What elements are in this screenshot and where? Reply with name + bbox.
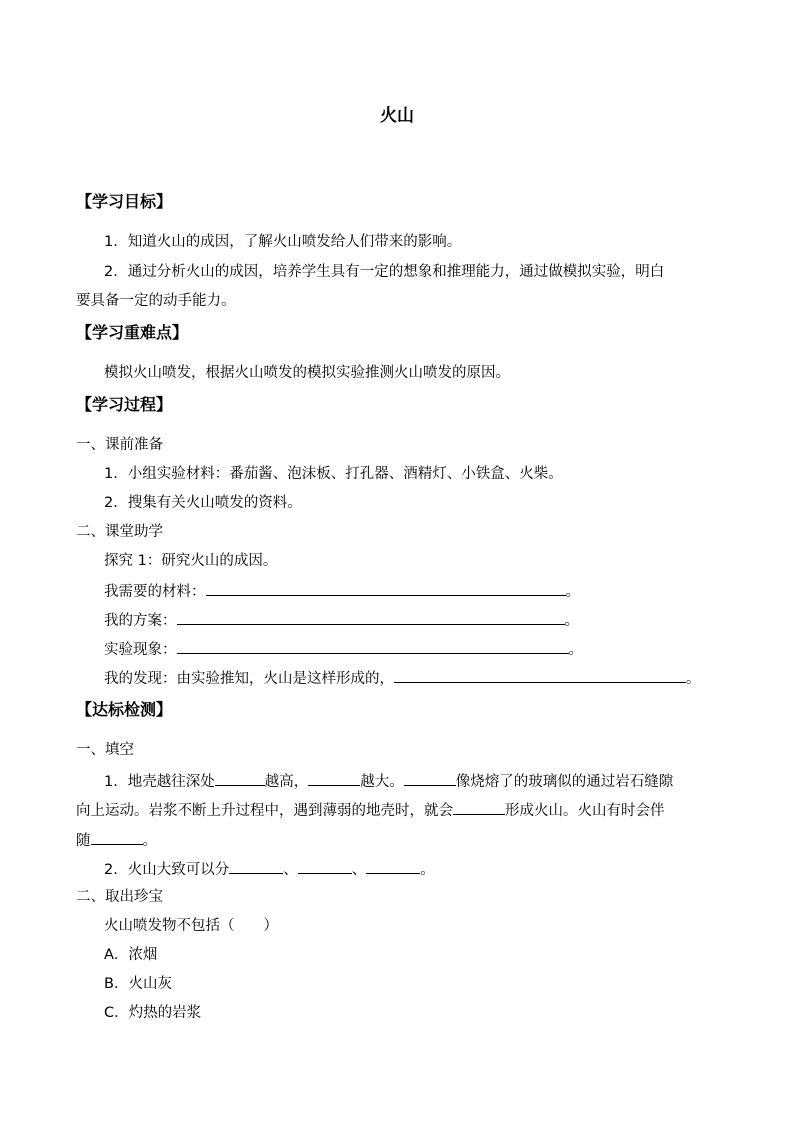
choice-option-a[interactable]: A．浓烟 — [104, 947, 158, 963]
phenomenon-label: 实验现象： — [104, 642, 177, 658]
page-title: 火山 — [380, 106, 414, 126]
q2-blank-1[interactable] — [229, 858, 283, 874]
q1-blank-1[interactable] — [215, 770, 265, 786]
fill-question-2 — [104, 858, 435, 880]
choice-option-b[interactable]: B．火山灰 — [104, 976, 172, 992]
period: 。 — [565, 584, 580, 600]
q1-text-a: 1．地壳越往深处 — [104, 774, 215, 790]
section-heading-key-points: 【学习重难点】 — [76, 323, 189, 342]
section-heading-process: 【学习过程】 — [76, 395, 173, 414]
goal-item-2-line-1: 2．通过分析火山的成因，培养学生具有一定的想象和推理能力，通过做模拟实验，明白 — [104, 264, 665, 280]
section-heading-goals: 【学习目标】 — [76, 192, 173, 211]
fill-question-1-line-1 — [104, 770, 673, 792]
inquiry-title: 探究 1：研究火山的成因。 — [104, 553, 278, 569]
q1-text-c: 越大。 — [360, 774, 404, 790]
key-points-text: 模拟火山喷发，根据火山喷发的模拟实验推测火山喷发的原因。 — [104, 365, 510, 381]
q1-blank-5[interactable] — [91, 829, 143, 845]
preparation-item-1: 1．小组实验材料：番茄酱、泡沫板、打孔器、酒精灯、小铁盒、火柴。 — [104, 466, 563, 482]
q1-blank-4[interactable] — [453, 799, 505, 815]
period: 。 — [686, 671, 701, 687]
q2-blank-3[interactable] — [366, 858, 420, 874]
plan-label: 我的方案： — [104, 613, 177, 629]
q2-separator: 、 — [283, 862, 298, 878]
preparation-item-2: 2．搜集有关火山喷发的资料。 — [104, 495, 302, 511]
materials-label: 我需要的材料： — [104, 584, 206, 600]
materials-row — [104, 580, 580, 602]
q2-separator: 、 — [351, 862, 367, 878]
phenomenon-blank[interactable] — [177, 638, 569, 654]
part-heading-preparation: 一、课前准备 — [76, 437, 163, 453]
plan-blank[interactable] — [177, 609, 565, 625]
goal-item-2-line-2: 要具备一定的动手能力。 — [76, 293, 236, 309]
materials-blank[interactable] — [206, 580, 566, 596]
q1-line2-text-b: 形成火山。火山有时会伴 — [505, 803, 665, 819]
q2-end: 。 — [420, 862, 435, 878]
part-heading-choice: 二、取出珍宝 — [76, 889, 163, 905]
q2-text: 2．火山大致可以分 — [104, 862, 230, 878]
discovery-blank[interactable] — [394, 667, 686, 683]
part-heading-fill: 一、填空 — [76, 742, 134, 758]
part-heading-classroom: 二、课堂助学 — [76, 524, 163, 540]
discovery-row — [104, 667, 701, 689]
section-heading-check: 【达标检测】 — [76, 700, 173, 719]
choice-option-c[interactable]: C．灼热的岩浆 — [104, 1005, 202, 1021]
q1-text-b: 越高， — [264, 774, 309, 790]
fill-question-1-line-2 — [76, 799, 665, 821]
q1-line3-text-b: 。 — [142, 833, 157, 849]
q1-line2-text-a: 向上运动。岩浆不断上升过程中，遇到薄弱的地壳时，就会 — [76, 803, 453, 819]
q1-line3-text-a: 随 — [76, 833, 91, 849]
fill-question-1-line-3 — [76, 829, 157, 851]
period: 。 — [568, 642, 583, 658]
q1-blank-3[interactable] — [404, 770, 456, 786]
discovery-label: 我的发现：由实验推知，火山是这样形成的， — [104, 671, 394, 687]
plan-row — [104, 609, 579, 631]
goal-item-1: 1．知道火山的成因，了解火山喷发给人们带来的影响。 — [104, 234, 462, 250]
q1-blank-2[interactable] — [308, 770, 360, 786]
q2-blank-2[interactable] — [298, 858, 352, 874]
q1-text-d: 像烧熔了的玻璃似的通过岩石缝隙 — [455, 774, 674, 790]
choice-question: 火山喷发物不包括（ ） — [104, 918, 278, 934]
period: 。 — [564, 613, 579, 629]
phenomenon-row — [104, 638, 583, 660]
